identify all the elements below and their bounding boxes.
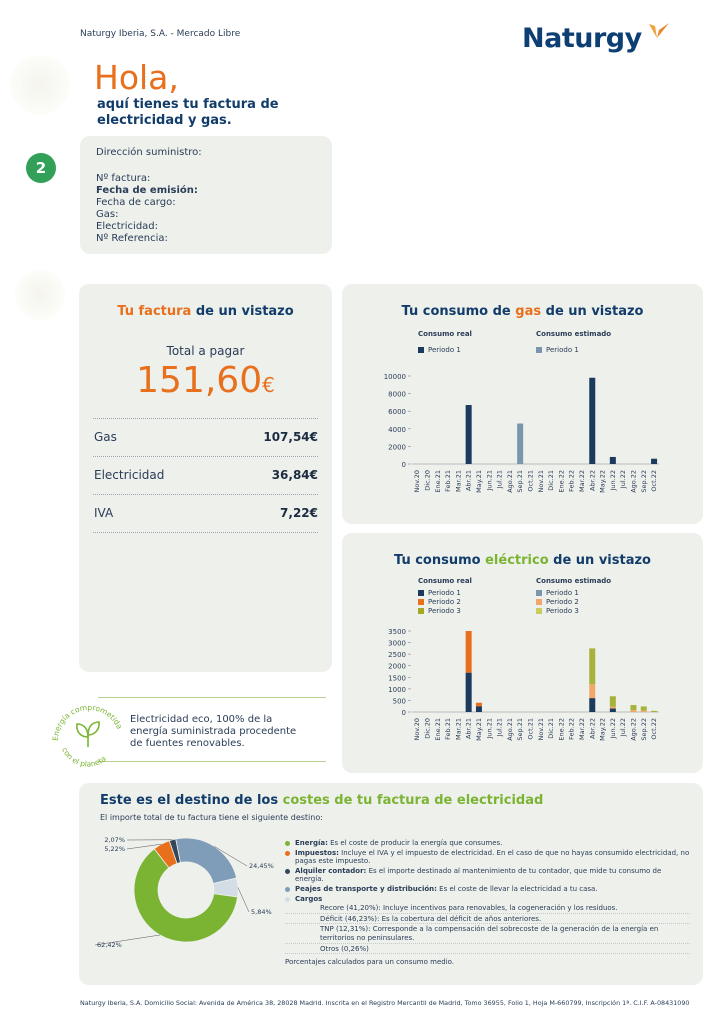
y-tick-label: 1500 (388, 674, 406, 683)
bar (630, 705, 636, 710)
item-text: Incluye el IVA y el impuesto de electricidad. En el caso de que no hayas consumido electricidad, no pagas este impuesto. (295, 848, 690, 866)
row-label: Gas (94, 430, 117, 444)
x-tick-label: May.22 (598, 718, 607, 741)
x-tick-label: Jun.21 (485, 470, 494, 491)
bar (476, 703, 482, 706)
x-tick-label: Abr.22 (588, 470, 597, 491)
y-tick-label: 0 (401, 709, 406, 717)
legend-swatch (418, 599, 424, 605)
x-tick-label: Abr.21 (464, 718, 473, 739)
x-tick-label: Dic.21 (547, 718, 556, 739)
row-value: 107,54€ (263, 430, 318, 444)
legend-label: Periodo 3 (546, 607, 579, 615)
x-tick-label: Ene.21 (433, 718, 442, 741)
logo-text: Naturgy (522, 23, 642, 54)
x-tick-label: Jul.22 (619, 470, 628, 489)
title-highlight: eléctrico (485, 553, 549, 568)
pie-value-label: 5,84% (251, 908, 272, 916)
pie-value-label: 2,07% (104, 836, 125, 844)
x-tick-label: Dic.20 (423, 718, 432, 739)
page-badge: 2 (26, 153, 56, 183)
x-tick-label: Mar.22 (577, 718, 586, 741)
legend-swatch (418, 608, 424, 614)
y-tick-label: 3000 (388, 639, 406, 648)
x-tick-label: Nov.20 (413, 470, 422, 493)
bar (610, 707, 616, 709)
x-tick-label: Mar.22 (577, 470, 586, 493)
cargo-deficit: Déficit (46,23%): Es la cobertura del déficit de años anteriores. (285, 915, 690, 925)
title-part: Tu consumo (394, 553, 486, 568)
x-tick-label: Sep.21 (516, 718, 525, 741)
item-text: Es el coste de llevar la electricidad a tu casa. (436, 884, 598, 893)
electricity-consumption-card (342, 533, 703, 773)
x-tick-label: Ene.21 (433, 470, 442, 493)
legend-real-heading: Consumo real (418, 577, 472, 585)
x-tick-label: Nov.21 (536, 718, 545, 741)
costs-legend (285, 839, 690, 967)
legend-label: Periodo 1 (428, 346, 461, 354)
butterfly-icon (645, 20, 671, 46)
x-tick-label: Oct.21 (526, 718, 535, 740)
row-label: Electricidad (94, 468, 165, 482)
x-tick-label: May.21 (474, 470, 483, 493)
legend-swatch (418, 590, 424, 596)
bar (517, 424, 523, 464)
x-tick-label: May.22 (598, 470, 607, 493)
x-tick-label: Jun.22 (608, 718, 617, 739)
x-tick-label: Jul.21 (495, 718, 504, 737)
legend-item (536, 607, 579, 615)
cost-item-peajes (285, 885, 690, 894)
total-label: Total a pagar (166, 344, 245, 358)
x-tick-label: Ago.22 (629, 718, 638, 741)
x-tick-label: Oct.21 (526, 470, 535, 492)
gas-chart-title (342, 304, 703, 319)
company-name: Naturgy Iberia, S.A. - Mercado Libre (80, 29, 241, 39)
costs-subtitle: El importe total de tu factura tiene el siguiente destino: (100, 813, 323, 822)
reference-label: Nº Referencia: (96, 233, 168, 244)
naturgy-logo (522, 20, 671, 54)
y-tick-label: 8000 (388, 390, 406, 399)
gas-consumption-card (342, 284, 703, 524)
legend-item (418, 607, 461, 615)
bar (466, 405, 472, 464)
x-tick-label: Ago.22 (629, 470, 638, 493)
cargo-recore: Recore (41,20%): Incluye incentivos para renovables, la cogeneración y los residuos. (285, 904, 690, 914)
divider (98, 761, 326, 762)
x-tick-label: Jul.22 (619, 718, 628, 737)
legend-dot (285, 841, 290, 846)
legend-label: Periodo 1 (428, 589, 461, 597)
legend-est-heading: Consumo estimado (536, 330, 612, 338)
row-value: 7,22€ (280, 506, 318, 520)
item-text: Es el coste de producir la energía que consumes. (327, 839, 503, 847)
costs-donut-chart (79, 823, 284, 983)
bar (589, 684, 595, 698)
row-label: IVA (94, 506, 114, 520)
legend-real-heading: Consumo real (418, 330, 472, 338)
y-tick-label: 10000 (383, 373, 406, 381)
bar (651, 459, 657, 464)
bar (589, 698, 595, 712)
legend-label: Periodo 1 (546, 346, 579, 354)
cargo-otros: Otros (0,26%) (285, 945, 690, 955)
summary-row-iva (94, 506, 318, 520)
decor-watermark (15, 270, 65, 320)
summary-row-gas (94, 430, 318, 444)
eco-seal-icon (48, 697, 130, 773)
x-tick-label: May.21 (474, 718, 483, 741)
bar (476, 706, 482, 712)
x-tick-label: Feb.21 (444, 718, 453, 740)
costs-destination-card (79, 783, 703, 985)
item-label: Energía: (295, 839, 328, 847)
legend-item (536, 598, 579, 606)
bar (610, 457, 616, 464)
invoice-number-label: Nº factura: (96, 173, 151, 184)
legend-label: Periodo 2 (428, 598, 461, 606)
title-highlight: costes de tu factura de electricidad (282, 793, 544, 808)
x-tick-label: Feb.22 (567, 470, 576, 492)
x-tick-label: Sep.22 (639, 470, 648, 493)
bar (610, 696, 616, 706)
item-text: Es el importe destinado al mantenimiento de tu contador, que mide tu consumo de energía. (295, 866, 662, 884)
legend-dot (285, 869, 290, 874)
divider (93, 418, 318, 419)
x-tick-label: Nov.21 (536, 470, 545, 493)
svg-text:con el planeta (60, 746, 108, 769)
seal-text-bottom: con el planeta (60, 745, 108, 769)
leader-line (238, 887, 249, 912)
divider (93, 532, 318, 533)
divider (93, 456, 318, 457)
gas-label: Gas: (96, 209, 119, 220)
title-highlight: gas (515, 304, 542, 319)
y-tick-label: 0 (401, 461, 406, 469)
x-tick-label: Ago.21 (505, 718, 514, 741)
legend-est-item (536, 346, 579, 354)
electricity-label: Electricidad: (96, 221, 159, 232)
invoice-summary-card (79, 284, 332, 672)
cargo-tnp: TNP (12,31%): Corresponde a la compensación del sobrecoste de la generación de la energía en territorios no peninsulares. (285, 925, 690, 943)
bar (610, 709, 616, 712)
bar (466, 673, 472, 712)
decor-watermark (10, 55, 70, 115)
issue-date-label: Fecha de emisión: (96, 185, 198, 196)
item-label: Impuestos: (295, 848, 339, 857)
gas-bar-chart (342, 364, 703, 524)
costs-note: Porcentajes calculados para un consumo medio. (285, 958, 455, 967)
bar (589, 648, 595, 684)
bar (589, 378, 595, 464)
legend-est-heading: Consumo estimado (536, 577, 612, 585)
y-tick-label: 1000 (388, 685, 406, 694)
greeting-subtitle: aquí tienes tu factura de electricidad y gas. (97, 97, 279, 128)
legend-swatch (536, 590, 542, 596)
legend-label: Periodo 3 (428, 607, 461, 615)
leaf-icon (77, 722, 99, 747)
legend-item (418, 598, 461, 606)
title-part: Este es el destino de los (100, 793, 283, 808)
x-tick-label: Sep.21 (516, 470, 525, 493)
item-label: Peajes de transporte y distribución: (295, 884, 437, 893)
y-tick-label: 500 (392, 697, 406, 706)
legend-real-item (418, 346, 461, 354)
title-part: de un vistazo (548, 553, 651, 568)
electricity-bar-chart (342, 619, 703, 773)
legend-swatch (418, 347, 424, 353)
y-tick-label: 4000 (388, 425, 406, 434)
seal-text-top: Energía comprometida (50, 702, 125, 742)
x-tick-label: Jun.22 (608, 470, 617, 491)
bar (641, 706, 647, 710)
legend-item (418, 589, 461, 597)
title-part: Tu consumo de (401, 304, 516, 319)
legend-item (536, 589, 579, 597)
y-tick-label: 2500 (388, 651, 406, 660)
y-tick-label: 2000 (388, 443, 406, 452)
x-tick-label: Ene.22 (557, 470, 566, 493)
bar (651, 711, 657, 712)
item-label: Cargos (295, 894, 323, 903)
legend-swatch (536, 347, 542, 353)
x-tick-label: Jul.21 (495, 470, 504, 489)
x-tick-label: Ene.22 (557, 718, 566, 741)
bar (466, 631, 472, 673)
total-amount (79, 360, 332, 401)
y-tick-label: 3500 (388, 628, 406, 636)
greeting: Hola, (94, 58, 179, 97)
x-tick-label: Ago.21 (505, 470, 514, 493)
cost-item-alquiler (285, 867, 690, 884)
donut-slice (176, 838, 237, 884)
bar (630, 710, 636, 712)
x-tick-label: Feb.21 (444, 470, 453, 492)
legend-dot (285, 887, 290, 892)
x-tick-label: Nov.20 (413, 718, 422, 741)
x-tick-label: Abr.21 (464, 470, 473, 491)
divider (98, 697, 326, 698)
costs-title (100, 793, 543, 808)
total-value: 151,60 (136, 360, 263, 401)
y-tick-label: 2000 (388, 662, 406, 671)
legend-label: Periodo 2 (546, 598, 579, 606)
legend-swatch (536, 599, 542, 605)
x-tick-label: Sep.22 (639, 718, 648, 741)
x-tick-label: Dic.20 (423, 470, 432, 491)
legend-label: Periodo 1 (546, 589, 579, 597)
x-tick-label: Oct.22 (650, 470, 659, 492)
charge-date-label: Fecha de cargo: (96, 197, 176, 208)
y-tick-label: 6000 (388, 408, 406, 417)
x-tick-label: Jun.21 (485, 718, 494, 739)
divider (93, 494, 318, 495)
summary-title-highlight: Tu factura (117, 304, 192, 319)
summary-title-rest: de un vistazo (191, 304, 294, 319)
footer-legal: Naturgy Iberia, S.A. Domicilio Social: Avenida de América 38, 28028 Madrid. Inscrita en el Registro Mercantil de Madrid, Tomo 36955, Folio 1, Hoja M-660799, Inscripción 1ª. C.I.F. A-08431090 (80, 999, 690, 1007)
x-tick-label: Oct.22 (650, 718, 659, 740)
ele-chart-title (342, 553, 703, 568)
bar (641, 711, 647, 712)
cost-item-cargos (285, 895, 690, 904)
pie-value-label: 5,22% (104, 845, 125, 853)
x-tick-label: Dic.21 (547, 470, 556, 491)
cost-item-energia (285, 839, 690, 848)
summary-title (79, 304, 332, 319)
legend-dot (285, 897, 290, 902)
legend-swatch (536, 608, 542, 614)
cost-item-impuestos (285, 849, 690, 866)
x-tick-label: Mar.21 (454, 470, 463, 493)
x-tick-label: Abr.22 (588, 718, 597, 739)
supply-address-label: Dirección suministro: (96, 147, 202, 158)
invoice-info-card (80, 136, 332, 254)
legend-dot (285, 851, 290, 856)
eco-text: Electricidad eco, 100% de la energía suministrada procedente de fuentes renovables. (130, 714, 297, 749)
item-label: Alquiler contador: (295, 866, 367, 875)
x-tick-label: Feb.22 (567, 718, 576, 740)
pie-value-label: 62,42% (97, 941, 122, 949)
total-currency: € (262, 373, 275, 397)
title-part: de un vistazo (541, 304, 644, 319)
summary-row-electricity (94, 468, 318, 482)
pie-value-label: 24,45% (249, 862, 274, 870)
x-tick-label: Mar.21 (454, 718, 463, 741)
row-value: 36,84€ (271, 468, 318, 482)
